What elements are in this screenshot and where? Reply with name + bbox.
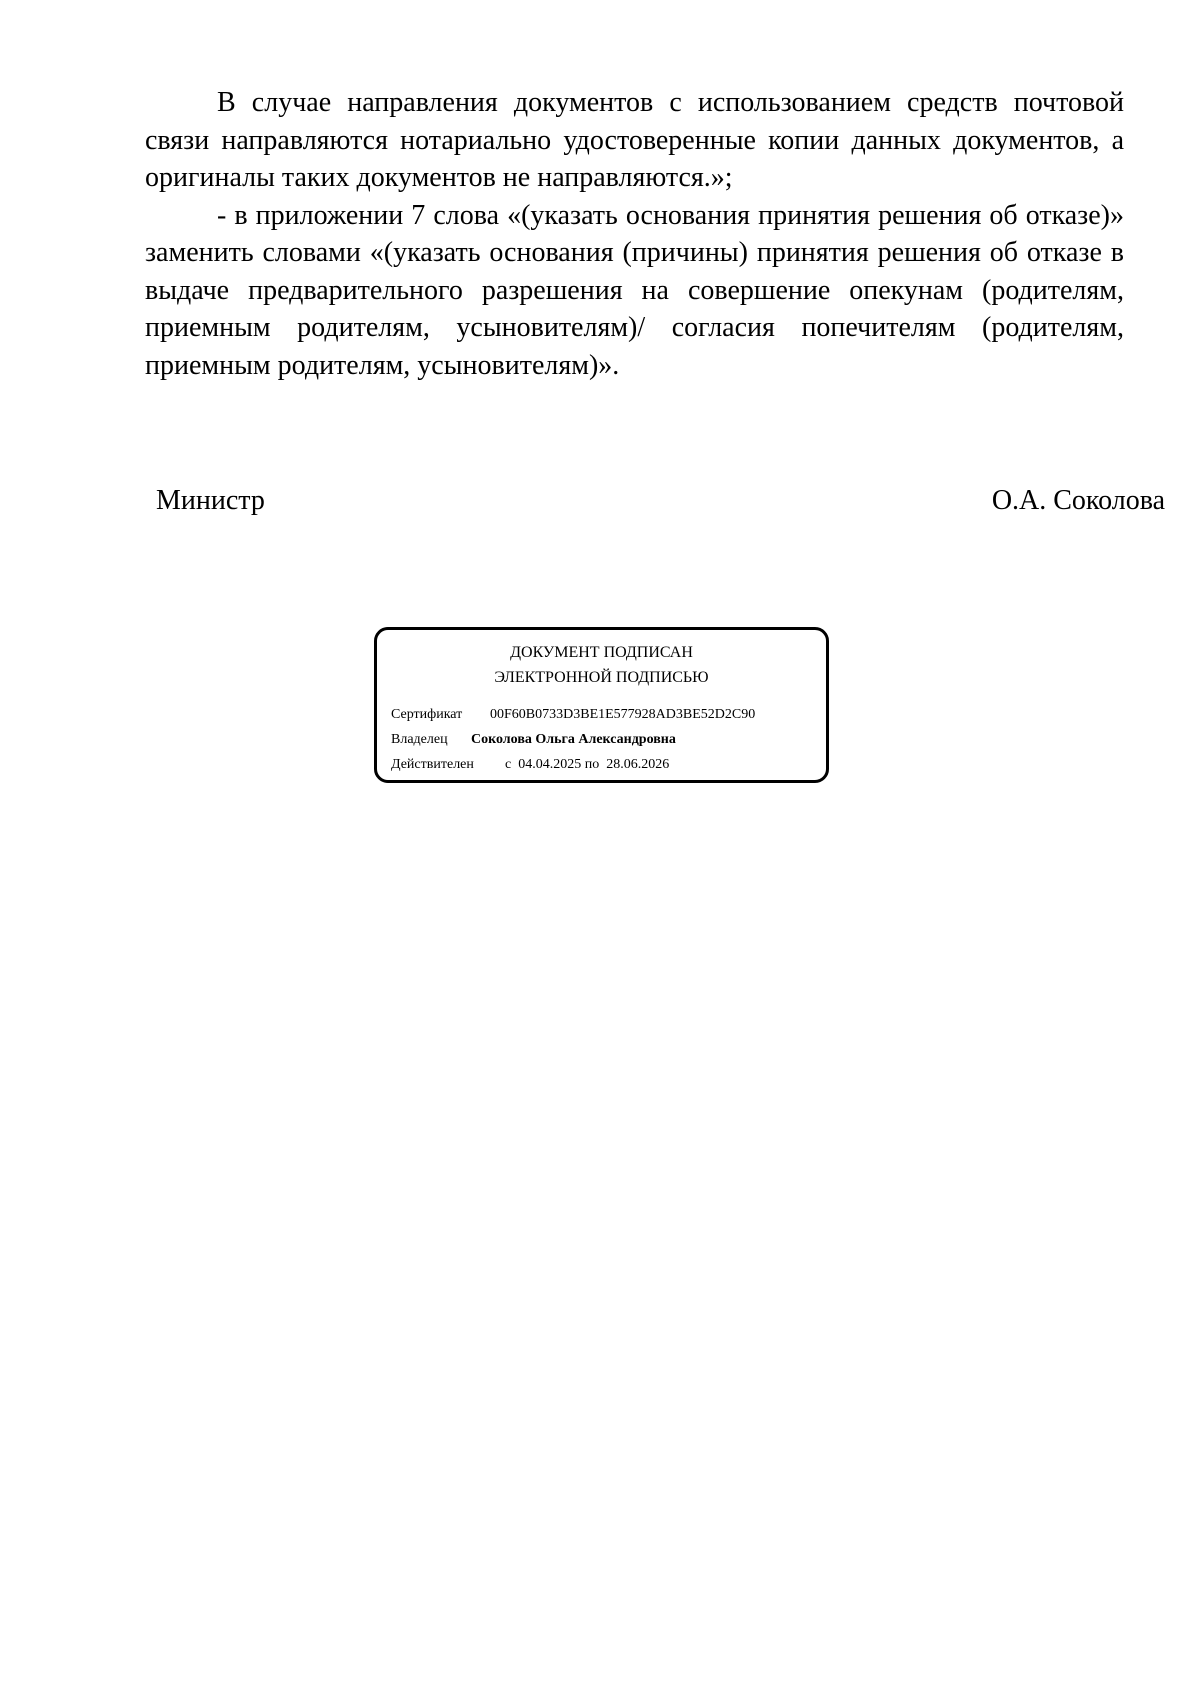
paragraph-postal-delivery: В случае направления документов с использованием средств почтовой связи направляются нотариально удостоверенные копии данных документов, а оригиналы таких документов не направляются.»; bbox=[145, 87, 1124, 193]
document-body bbox=[145, 84, 1124, 384]
valid-to-date: 28.06.2026 bbox=[606, 757, 670, 772]
valid-from-prefix: с bbox=[505, 757, 512, 772]
stamp-heading bbox=[377, 640, 826, 690]
stamp-owner-row bbox=[391, 731, 676, 749]
valid-to-prefix: по bbox=[584, 757, 600, 772]
valid-from-date: 04.04.2025 bbox=[518, 757, 582, 772]
certificate-label: Сертификат bbox=[391, 707, 463, 722]
stamp-heading-line-1: ДОКУМЕНТ ПОДПИСАН bbox=[510, 644, 693, 661]
stamp-certificate-row bbox=[391, 706, 755, 724]
signatory-title: Министр bbox=[156, 485, 265, 516]
valid-label: Действителен bbox=[391, 757, 474, 772]
signatory-name: О.А. Соколова bbox=[991, 485, 1165, 516]
electronic-signature-stamp bbox=[374, 627, 829, 783]
owner-value: Соколова Ольга Александровна bbox=[471, 732, 676, 747]
stamp-heading-line-2: ЭЛЕКТРОННОЙ ПОДПИСЬЮ bbox=[494, 669, 709, 686]
owner-label: Владелец bbox=[391, 732, 448, 747]
certificate-value: 00F60B0733D3BE1E577928AD3BE52D2C90 bbox=[490, 707, 756, 722]
stamp-validity-row bbox=[391, 756, 669, 774]
paragraph-appendix-7-amendment: - в приложении 7 слова «(указать основания принятия решения об отказе)» заменить словами «(указать основания (причины) принятия решения об отказе в выдаче предварительного разрешения на совершение опекунам (родителям, приемным родителям, усыновителям)/ согласия попечителям (родителям, приемным родителям, усыновителям)». bbox=[145, 199, 1124, 381]
